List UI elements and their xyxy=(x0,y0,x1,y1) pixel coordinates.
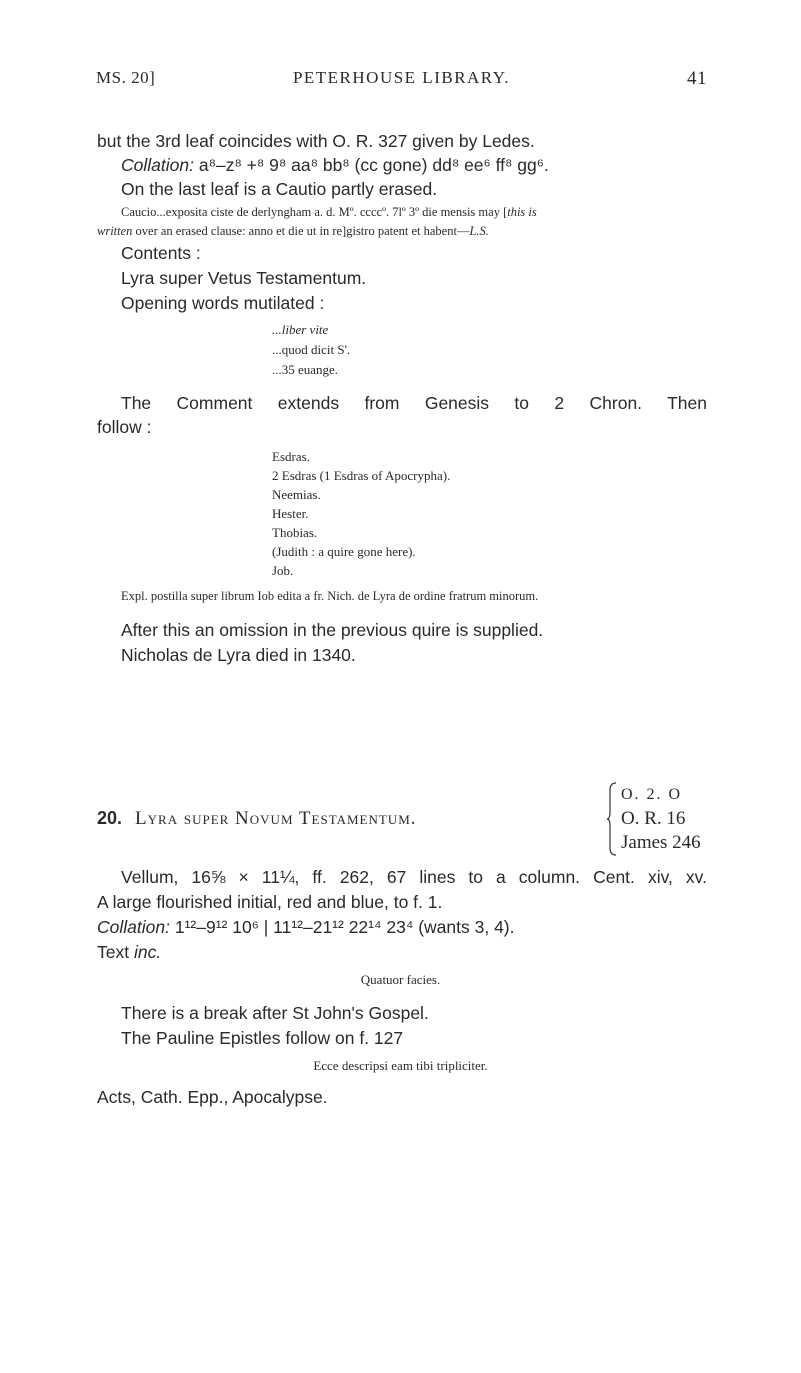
description-line-1: Vellum, 16⅝ × 11¼, ff. 262, 67 lines to a column. Cent. xiv, xv. xyxy=(121,867,707,887)
cautio-text-1b: this is xyxy=(507,205,537,219)
book-list-item: 2 Esdras (1 Esdras of Apocrypha). xyxy=(272,468,451,483)
text-inc: inc. xyxy=(133,942,162,962)
book-list-item: Neemias. xyxy=(272,487,321,502)
break-line-2: The Pauline Epistles follow on f. 127 xyxy=(121,1028,404,1048)
mutilated-line-1: ...liber vite xyxy=(272,322,329,337)
description-line-2: A large flourished initial, red and blue, to f. 1. xyxy=(97,892,443,912)
collation-20-label: Collation: xyxy=(97,917,170,937)
running-header xyxy=(96,68,707,92)
collation-text: a⁸–z⁸ +⁸ 9⁸ aa⁸ bb⁸ (cc gone) dd⁸ ee⁶ ff⁸ gg⁶. xyxy=(198,155,549,175)
cautio-initials: L.S. xyxy=(469,224,489,238)
intro-line-1: but the 3rd leaf coincides with O. R. 327 given by Ledes. xyxy=(97,131,535,151)
collation-line xyxy=(121,155,549,176)
contents-heading: Contents : xyxy=(121,243,201,263)
entry-number: 20. xyxy=(97,808,123,828)
explicit-line: Expl. postilla super librum Iob edita a fr. Nich. de Lyra de ordine fratrum minorum. xyxy=(121,589,539,603)
cautio-text-1a: Caucio...exposita ciste de derlyngham a. d. Mº. ccccº. 7lº 3º die mensis may [ xyxy=(121,205,508,219)
mutilated-line-3: ...35 euange. xyxy=(272,362,339,377)
after-line-2: Nicholas de Lyra died in 1340. xyxy=(121,645,356,665)
collation-20-line xyxy=(97,917,515,938)
comment-line-2: follow : xyxy=(97,417,152,437)
shelfmark-james: James 246 xyxy=(621,832,701,853)
cautio-text-line-2 xyxy=(97,224,489,239)
book-list-item: Hester. xyxy=(272,506,309,521)
shelfmark-old: O. 2. O xyxy=(621,786,683,803)
ecce-incipit: Ecce descripsi eam tibi tripliciter. xyxy=(313,1058,488,1073)
cautio-text-2b: over an erased clause: anno et die ut in re]gistro patent et habent— xyxy=(132,224,470,238)
header-library-title: PETERHOUSE LIBRARY. xyxy=(292,68,511,87)
cautio-note: On the last leaf is a Cautio partly erased. xyxy=(121,179,438,199)
quatuor-incipit: Quatuor facies. xyxy=(360,972,441,987)
after-line-1: After this an omission in the previous quire is supplied. xyxy=(121,620,544,640)
book-list-item: Job. xyxy=(272,563,294,578)
text-inc-line xyxy=(97,942,161,963)
header-ms-number: MS. 20] xyxy=(96,68,156,87)
comment-line-1: The Comment extends from Genesis to 2 Chron. Then xyxy=(121,393,707,413)
entry-20-heading xyxy=(97,808,417,830)
break-line-1: There is a break after St John's Gospel. xyxy=(121,1003,429,1023)
mutilated-line-2: ...quod dicit S'. xyxy=(272,342,351,357)
shelfmark-current: O. R. 16 xyxy=(621,808,686,829)
lyra-vetus-title: Lyra super Vetus Testamentum. xyxy=(121,268,367,288)
acts-line: Acts, Cath. Epp., Apocalypse. xyxy=(97,1087,328,1107)
collation-20-text: 1¹²–9¹² 10⁶ | 11¹²–21¹² 22¹⁴ 23⁴ (wants 3, 4). xyxy=(174,917,515,937)
page-number: 41 xyxy=(687,68,707,89)
opening-words-note: Opening words mutilated : xyxy=(121,293,325,313)
curly-brace-icon xyxy=(607,782,617,856)
cautio-text-line-1 xyxy=(121,205,707,220)
collation-label: Collation: xyxy=(121,155,194,175)
book-list-item: (Judith : a quire gone here). xyxy=(272,544,416,559)
cautio-text-2a: written xyxy=(97,224,133,238)
book-list-item: Esdras. xyxy=(272,449,310,464)
text-label: Text xyxy=(97,942,134,962)
book-list-item: Thobias. xyxy=(272,525,318,540)
entry-title: Lyra super Novum Testamentum. xyxy=(135,808,417,829)
